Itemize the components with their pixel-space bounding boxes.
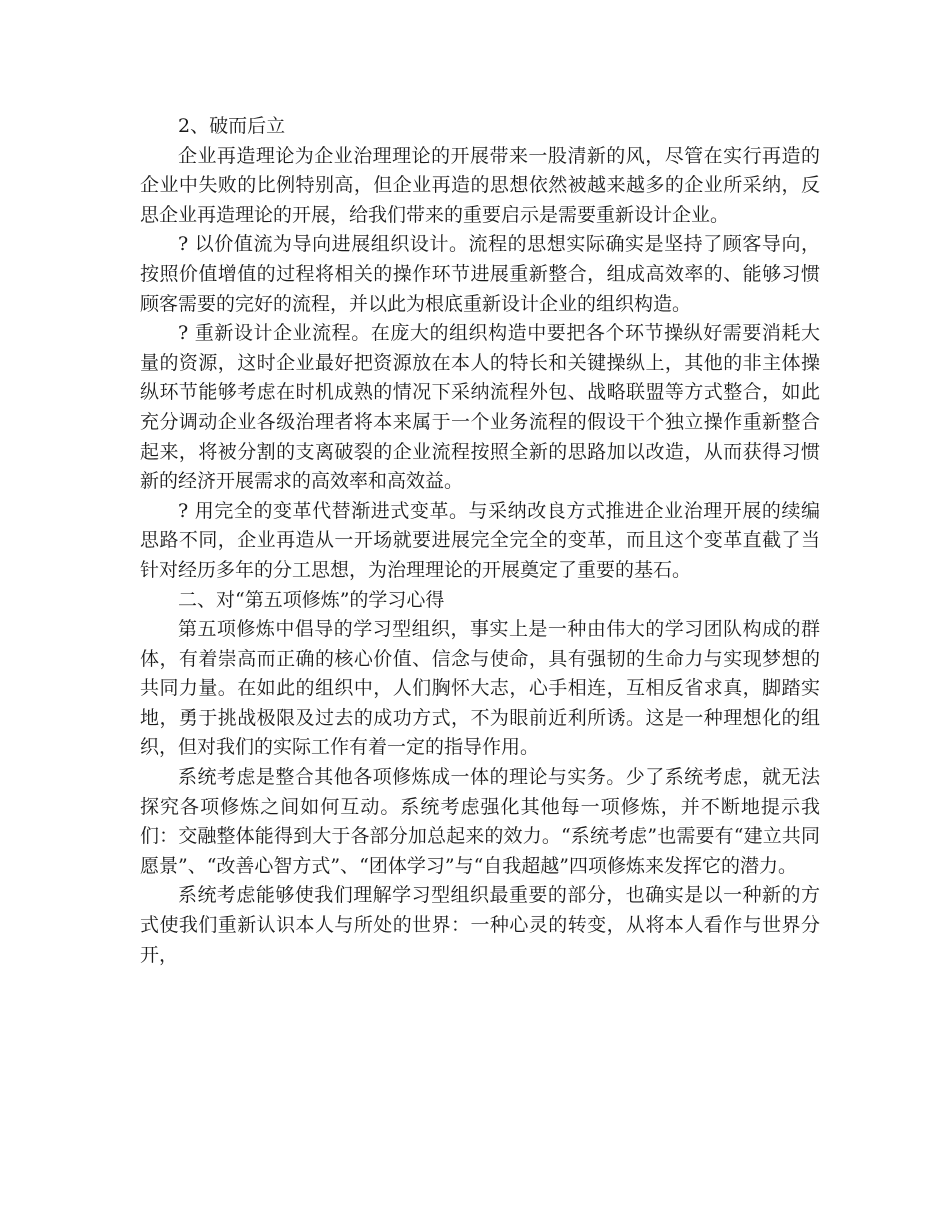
paragraph-redesign-process: ? 重新设计企业流程。在庞大的组织构造中要把各个环节操纵好需要消耗大量的资源，这时企业最好把资源放在本人的特长和关键操纵上，其他的非主体操纵环节能够考虑在时机成熟的情况下采纳流程外包、战略联盟等方式整合，如此充分调动企业各级治理者将本来属于一个业务流程的假设干个独立操作重新整合起来，将被分割的支离破裂的企业流程按照全新的思路加以改造，从而获得习惯新的经济开展需求的高效率和高效益。 [140,322,820,493]
section-heading-fifth-discipline: 二、对“第五项修炼”的学习心得 [178,588,445,611]
paragraph-systems-thinking: 系统考虑是整合其他各项修炼成一体的理论与实务。少了系统考虑，就无法探究各项修炼之间如何互动。系统考虑强化其他每一项修炼，并不断地提示我们：交融整体能得到大于各部分加总起来的效力。“系统考虑”也需要有“建立共同愿景”、“改善心智方式”、“团体学习”与“自我超越”四项修炼来发挥它的潜力。 [140,766,820,877]
paragraph-systems-thinking-understanding: 系统考虑能够使我们理解学习型组织最重要的部分，也确实是以一种新的方式使我们重新认识本人与所处的世界：一种心灵的转变，从将本人看作与世界分开， [140,884,820,966]
paragraph-radical-change: ? 用完全的变革代替渐进式变革。与采纳改良方式推进企业治理开展的续编思路不同，企业再造从一开场就要进展完全完全的变革，而且这个变革直截了当针对经历多年的分工思想，为治理理论的开展奠定了重要的基石。 [140,499,820,581]
paragraph-value-stream-design: ? 以价值流为导向进展组织设计。流程的思想实际确实是坚持了顾客导向，按照价值增值的过程将相关的操作环节进展重新整合，组成高效率的、能够习惯顾客需要的完好的流程，并以此为根底重新设计企业的组织构造。 [140,233,820,315]
paragraph-learning-organization: 第五项修炼中倡导的学习型组织，事实上是一种由伟大的学习团队构成的群体，有着崇高而正确的核心价值、信念与使命，具有强韧的生命力与实现梦想的共同力量。在如此的组织中，人们胸怀大志，心手相连，互相反省求真，脚踏实地，勇于挑战极限及过去的成功方式，不为眼前近利所诱。这是一种理想化的组织，但对我们的实际工作有着一定的指导作用。 [140,618,820,759]
document-page [140,112,820,970]
paragraph-enterprise-reengineering: 企业再造理论为企业治理理论的开展带来一股清新的风，尽管在实行再造的企业中失败的比例特别高，但企业再造的思想依然被越来越多的企业所采纳，反思企业再造理论的开展，给我们带来的重要启示是需要重新设计企业。 [140,144,820,226]
section-heading-po-er-hou-li: 2、破而后立 [178,115,286,137]
